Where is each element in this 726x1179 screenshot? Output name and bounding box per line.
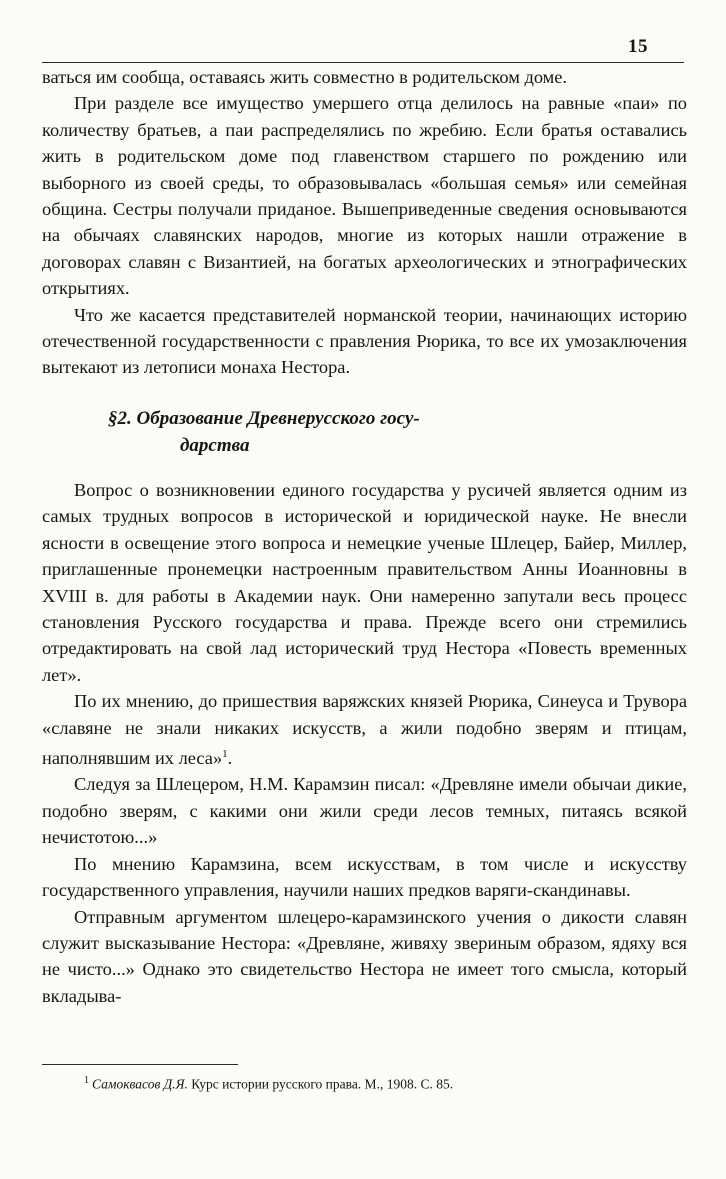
footnote-text: Курс истории русского права. М., 1908. С. 85. (187, 1076, 454, 1091)
footnote-marker: 1 (84, 1074, 89, 1086)
section-heading-line-2: дарства (180, 434, 250, 456)
paragraph-text: По их мнению, до пришествия варяжских князей Рюрика, Синеуса и Трувора «славяне не знали никаких искусств, а жили подобно зверям и птицам, наполнявшим их леса» (42, 691, 687, 769)
footnote-separator (42, 1064, 238, 1065)
paragraph: Следуя за Шлецером, Н.М. Карамзин писал: «Древляне имели обычаи дикие, подобно зверям, с какими они жили среди лесов темных, питаясь всякой нечистотою...» (42, 774, 687, 848)
section-heading (42, 405, 687, 459)
footnote-source: Самоквасов Д.Я. (92, 1076, 188, 1091)
page-number: 15 (628, 36, 648, 57)
footnote-area (42, 1064, 687, 1094)
page-content (42, 64, 687, 1009)
paragraph: Отправным аргументом шлецеро-карамзинского учения о дикости славян служит высказывание Нестора: «Древляне, живяху звериным образом, ядяху вся не чисто...» Однако это свидетельство Нестора не имеет того смысла, который вкладыва- (42, 906, 687, 1006)
paragraph: ваться им сообща, оставаясь жить совместно в родительском доме. (42, 67, 568, 87)
paragraph-text-tail: . (227, 748, 233, 769)
section-heading-line-1: §2. Образование Древнерусского госу- (108, 407, 420, 429)
paragraph-with-footnote (42, 688, 687, 771)
footnote (42, 1072, 687, 1094)
header-rule (42, 62, 684, 63)
footnote-reference: 1 (222, 747, 228, 760)
paragraph: Вопрос о возникновении единого государства у русичей является одним из самых трудных вопросов в исторической и юридической науке. Не внесли ясности в освещение этого вопроса и немецкие ученые Шлецер, Байер, Миллер, приглашенные пронемецки настроенным правительством Анны Иоанновны в XVIII в. для работы в Академии наук. Они намеренно запутали весь процесс становления Русского государства и права. Прежде всего они стремились отредактировать на свой лад исторический труд Нестора «Повесть временных лет». (42, 479, 687, 685)
paragraph: При разделе все имущество умершего отца делилось на равные «паи» по количеству братьев, а паи распределялись по жребию. Если братья оставались жить в родительском доме под главенством старшего по рождению или выборного из своей среды, то образовывалась «большая семья» или семейная община. Сестры получали приданое. Вышеприведенные сведения основываются на обычаях славянских народов, многие из которых нашли отражение в договорах славян с Византией, на богатых археологических и этнографических открытиях. (42, 93, 687, 299)
paragraph: Что же касается представителей норманской теории, начинающих историю отечественной государственности с правления Рюрика, то все их умозаключения вытекают из летописи монаха Нестора. (42, 304, 687, 378)
paragraph: По мнению Карамзина, всем искусствам, в том числе и искусству государственного управления, научили наших предков варяги-скандинавы. (42, 853, 687, 901)
